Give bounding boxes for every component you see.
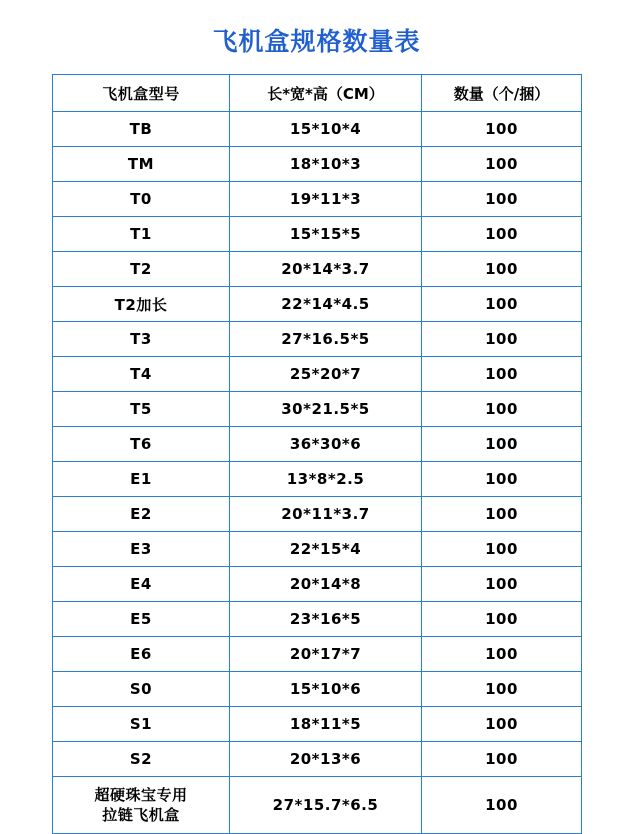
- cell-size: 15*15*5: [230, 217, 422, 252]
- column-header-model: 飞机盒型号: [53, 75, 230, 112]
- cell-size: 23*16*5: [230, 602, 422, 637]
- table-header: [53, 75, 582, 112]
- table-row: [53, 567, 582, 602]
- cell-model: E2: [53, 497, 230, 532]
- cell-size: 20*14*8: [230, 567, 422, 602]
- cell-quantity: 100: [422, 357, 582, 392]
- cell-quantity: 100: [422, 567, 582, 602]
- cell-quantity: 100: [422, 322, 582, 357]
- table-row: [53, 672, 582, 707]
- cell-model: T4: [53, 357, 230, 392]
- cell-model: TM: [53, 147, 230, 182]
- cell-model: T5: [53, 392, 230, 427]
- cell-size: 15*10*4: [230, 112, 422, 147]
- cell-size: 18*11*5: [230, 707, 422, 742]
- cell-model: S2: [53, 742, 230, 777]
- cell-size: 20*13*6: [230, 742, 422, 777]
- cell-quantity: 100: [422, 637, 582, 672]
- cell-model: T1: [53, 217, 230, 252]
- cell-model: E5: [53, 602, 230, 637]
- cell-model: T3: [53, 322, 230, 357]
- cell-model: [53, 777, 230, 834]
- cell-model-line-2: 拉链飞机盒: [102, 806, 180, 824]
- cell-quantity: 100: [422, 777, 582, 834]
- cell-size: 30*21.5*5: [230, 392, 422, 427]
- table-row: [53, 427, 582, 462]
- spec-table: [52, 74, 582, 834]
- table-row: [53, 147, 582, 182]
- cell-quantity: 100: [422, 112, 582, 147]
- cell-quantity: 100: [422, 532, 582, 567]
- cell-model-line-1: 超硬珠宝专用: [94, 785, 188, 804]
- table-row: [53, 287, 582, 322]
- cell-model: T6: [53, 427, 230, 462]
- cell-quantity: 100: [422, 497, 582, 532]
- cell-size: 25*20*7: [230, 357, 422, 392]
- table-row: [53, 602, 582, 637]
- table-row: [53, 322, 582, 357]
- cell-model: T0: [53, 182, 230, 217]
- cell-quantity: 100: [422, 602, 582, 637]
- table-row: [53, 462, 582, 497]
- cell-model: T2: [53, 252, 230, 287]
- cell-quantity: 100: [422, 147, 582, 182]
- cell-size: 20*14*3.7: [230, 252, 422, 287]
- cell-quantity: 100: [422, 252, 582, 287]
- table-row: [53, 532, 582, 567]
- spec-table-wrapper: [52, 74, 581, 834]
- table-row: [53, 357, 582, 392]
- cell-size: 22*15*4: [230, 532, 422, 567]
- cell-model: E1: [53, 462, 230, 497]
- column-header-quantity: 数量（个/捆）: [422, 75, 582, 112]
- cell-size: 36*30*6: [230, 427, 422, 462]
- table-body: [53, 112, 582, 834]
- cell-size: 20*17*7: [230, 637, 422, 672]
- page-title: 飞机盒规格数量表: [212, 27, 421, 56]
- table-row: [53, 392, 582, 427]
- table-row: [53, 777, 582, 834]
- table-row: [53, 707, 582, 742]
- cell-quantity: 100: [422, 287, 582, 322]
- table-row: [53, 252, 582, 287]
- cell-model: E4: [53, 567, 230, 602]
- cell-size: 22*14*4.5: [230, 287, 422, 322]
- table-row: [53, 112, 582, 147]
- cell-quantity: 100: [422, 427, 582, 462]
- cell-quantity: 100: [422, 462, 582, 497]
- cell-size: 13*8*2.5: [230, 462, 422, 497]
- cell-size: 20*11*3.7: [230, 497, 422, 532]
- cell-model: S0: [53, 672, 230, 707]
- cell-model: E3: [53, 532, 230, 567]
- table-row: [53, 742, 582, 777]
- table-row: [53, 637, 582, 672]
- cell-size: 27*15.7*6.5: [230, 777, 422, 834]
- cell-size: 27*16.5*5: [230, 322, 422, 357]
- cell-model: S1: [53, 707, 230, 742]
- column-header-size: 长*宽*高（CM）: [230, 75, 422, 112]
- cell-quantity: 100: [422, 707, 582, 742]
- cell-quantity: 100: [422, 392, 582, 427]
- table-header-row: [53, 75, 582, 112]
- table-row: [53, 182, 582, 217]
- cell-quantity: 100: [422, 182, 582, 217]
- cell-size: 15*10*6: [230, 672, 422, 707]
- table-row: [53, 497, 582, 532]
- cell-model: TB: [53, 112, 230, 147]
- cell-quantity: 100: [422, 742, 582, 777]
- cell-quantity: 100: [422, 672, 582, 707]
- cell-size: 18*10*3: [230, 147, 422, 182]
- cell-quantity: 100: [422, 217, 582, 252]
- cell-model: T2加长: [53, 287, 230, 322]
- table-row: [53, 217, 582, 252]
- cell-model: E6: [53, 637, 230, 672]
- cell-size: 19*11*3: [230, 182, 422, 217]
